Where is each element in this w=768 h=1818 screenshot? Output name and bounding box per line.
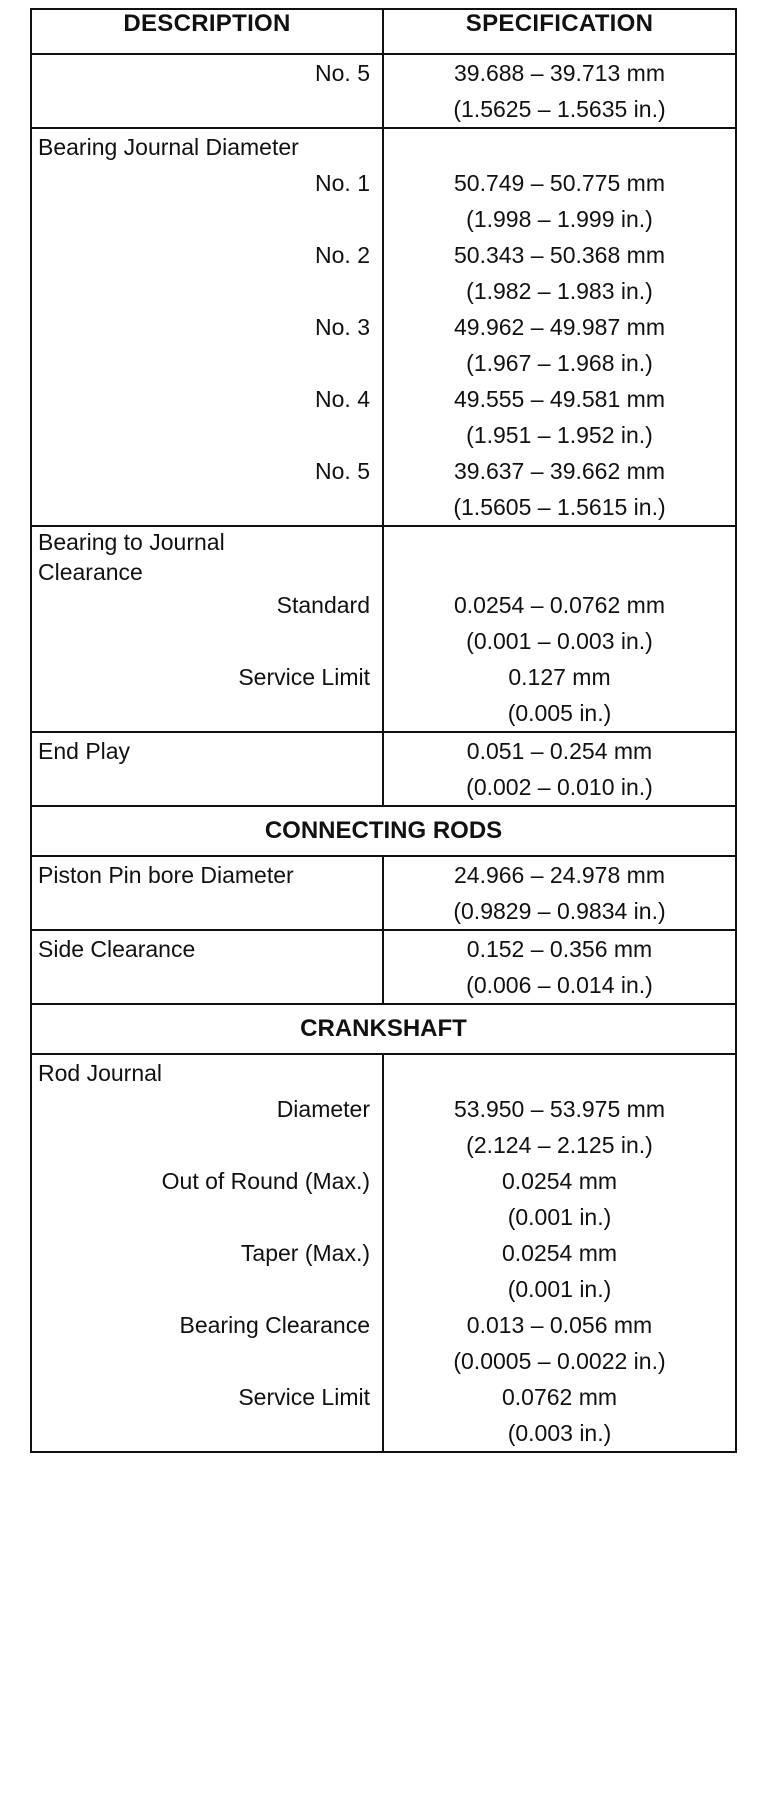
spec-mm: 0.051 – 0.254 mm (466, 738, 653, 764)
spec-in: (1.982 – 1.983 in.) (466, 278, 653, 304)
row-label: Side Clearance (38, 936, 196, 962)
table-row (31, 732, 736, 806)
spec-in: (1.5605 – 1.5615 in.) (453, 494, 666, 520)
description-cell (31, 732, 383, 806)
row-label: No. 2 (315, 242, 370, 268)
specification-cell (383, 128, 736, 526)
spec-mm: 0.0762 mm (501, 1384, 618, 1410)
group-title: Bearing to Journal (38, 529, 225, 555)
spec-in: (0.9829 – 0.9834 in.) (453, 898, 666, 924)
row-label: Bearing Clearance (179, 1312, 370, 1338)
spec-mm: 49.962 – 49.987 mm (454, 314, 665, 340)
header-row (31, 9, 736, 54)
group-title: Bearing Journal Diameter (38, 134, 299, 160)
row-label: No. 5 (315, 60, 370, 86)
specification-table (30, 8, 737, 1453)
specification-cell (383, 526, 736, 732)
spec-mm: 0.0254 – 0.0762 mm (454, 592, 665, 618)
row-label: No. 4 (315, 386, 370, 412)
spec-mm: 39.637 – 39.662 mm (454, 458, 665, 484)
row-label: No. 5 (315, 458, 370, 484)
spec-mm: 0.013 – 0.056 mm (466, 1312, 653, 1338)
description-cell (31, 128, 383, 526)
section-row (31, 1004, 736, 1054)
spec-mm: 24.966 – 24.978 mm (454, 862, 665, 888)
row-label: No. 1 (315, 170, 370, 196)
specification-cell (383, 54, 736, 128)
spec-sheet (30, 8, 735, 1810)
specification-cell (383, 1054, 736, 1452)
description-cell (31, 1054, 383, 1452)
specification-cell (383, 930, 736, 1004)
spec-in: (1.951 – 1.952 in.) (466, 422, 653, 448)
section-row (31, 806, 736, 856)
spec-in: (1.5625 – 1.5635 in.) (453, 96, 666, 122)
spec-in: (1.998 – 1.999 in.) (466, 206, 653, 232)
spec-in: (0.003 in.) (507, 1420, 612, 1446)
spec-in: (0.001 – 0.003 in.) (466, 628, 653, 654)
spec-mm: 0.0254 mm (501, 1168, 618, 1194)
spec-in: (0.001 in.) (507, 1204, 612, 1230)
section-heading-crankshaft: CRANKSHAFT (31, 1004, 736, 1054)
table-row (31, 54, 736, 128)
specification-header: SPECIFICATION (383, 9, 736, 54)
spec-in: (0.001 in.) (507, 1276, 612, 1302)
description-cell (31, 526, 383, 732)
row-label: Diameter (276, 1096, 370, 1122)
row-label: Out of Round (Max.) (161, 1168, 370, 1194)
spec-mm: 0.0254 mm (501, 1240, 618, 1266)
row-label: Service Limit (238, 664, 370, 690)
table-row (31, 526, 736, 732)
row-label: No. 3 (315, 314, 370, 340)
spec-mm: 50.343 – 50.368 mm (454, 242, 665, 268)
spec-in: (1.967 – 1.968 in.) (466, 350, 653, 376)
spec-in: (0.006 – 0.014 in.) (466, 972, 653, 998)
row-label: Standard (276, 592, 370, 618)
row-label: Piston Pin bore Diameter (38, 862, 294, 888)
description-cell (31, 930, 383, 1004)
spec-in: (0.005 in.) (507, 700, 612, 726)
spec-in: (2.124 – 2.125 in.) (466, 1132, 653, 1158)
group-title: Rod Journal (38, 1060, 163, 1086)
table-row (31, 856, 736, 930)
table-row (31, 128, 736, 526)
description-cell (31, 54, 383, 128)
spec-mm: 0.152 – 0.356 mm (466, 936, 653, 962)
row-label: End Play (38, 738, 131, 764)
spec-mm: 0.127 mm (508, 664, 611, 690)
group-title: Clearance (38, 559, 143, 585)
specification-cell (383, 732, 736, 806)
specification-cell (383, 856, 736, 930)
spec-mm: 53.950 – 53.975 mm (454, 1096, 665, 1122)
spec-in: (0.002 – 0.010 in.) (466, 774, 653, 800)
table-row (31, 930, 736, 1004)
row-label: Service Limit (238, 1384, 370, 1410)
description-header: DESCRIPTION (31, 9, 383, 54)
spec-mm: 49.555 – 49.581 mm (454, 386, 665, 412)
section-heading-connecting-rods: CONNECTING RODS (31, 806, 736, 856)
description-cell (31, 856, 383, 930)
spec-mm: 39.688 – 39.713 mm (454, 60, 665, 86)
table-row (31, 1054, 736, 1452)
row-label: Taper (Max.) (240, 1240, 370, 1266)
spec-mm: 50.749 – 50.775 mm (454, 170, 665, 196)
spec-in: (0.0005 – 0.0022 in.) (453, 1348, 666, 1374)
